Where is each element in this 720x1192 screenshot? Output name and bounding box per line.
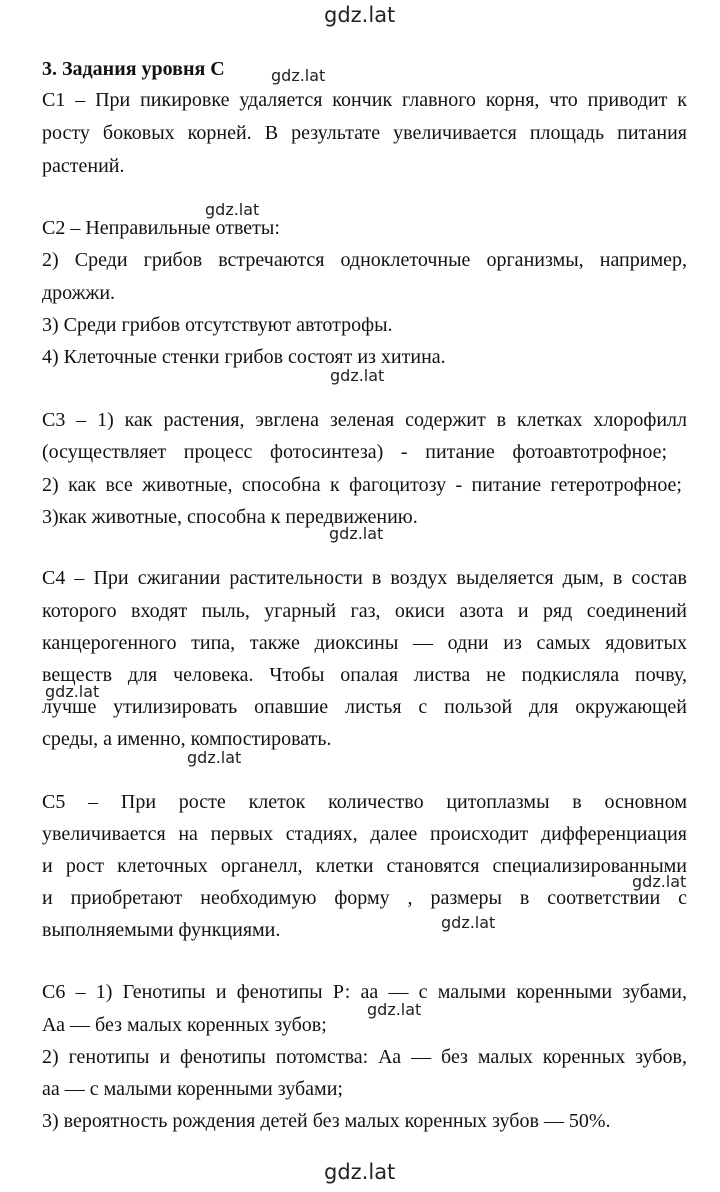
watermark: gdz.lat [330,366,385,385]
answer-c2-line: С2 – Неправильные ответы: [42,217,280,239]
answer-c6-line: 2) генотипы и фенотипы потомства: Аа — без малых коренных зубов, [42,1046,687,1068]
section-heading: 3. Задания уровня С [42,58,225,80]
answer-c3-line: (осуществляет процесс фотосинтеза) - питание фотоавтотрофное; [42,441,667,463]
watermark-top: gdz.lat [324,3,396,27]
answer-c3-line: 3)как животные, способна к передвижению. [42,506,418,528]
watermark: gdz.lat [45,682,100,701]
answer-c2-line: 3) Среди грибов отсутствуют автотрофы. [42,314,393,336]
answer-c3-line: 2) как все животные, способна к фагоцитозу - питание гетеротрофное; [42,474,682,496]
answer-c1-line: С1 – При пикировке удаляется кончик главного корня, что приводит к [42,89,687,111]
answer-c6-line: С6 – 1) Генотипы и фенотипы Р: аа — с малыми коренными зубами, [42,981,687,1003]
answer-c4-line: канцерогенного типа, также диоксины — одни из самых ядовитых [42,632,687,654]
watermark: gdz.lat [205,200,260,219]
answer-c4-line: среды, а именно, компостировать. [42,728,332,750]
watermark-bottom: gdz.lat [324,1160,396,1184]
watermark: gdz.lat [271,66,326,85]
answer-c5-line: и рост клеточных органелл, клетки становятся специализированными [42,855,687,877]
answer-c4-line: веществ для человека. Чтобы опалая листва не подкисляла почву, [42,664,687,686]
answer-c5-line: увеличивается на первых стадиях, далее происходит дифференциация [42,823,687,845]
answer-c4-line: которого входят пыль, угарный газ, окиси азота и ряд соединений [42,600,687,622]
answer-c5-line: С5 – При росте клеток количество цитоплазмы в основном [42,791,687,813]
answer-c4-line: лучше утилизировать опавшие листья с пользой для окружающей [42,696,687,718]
answer-c6-line: Аа — без малых коренных зубов; [42,1014,327,1036]
watermark: gdz.lat [187,748,242,767]
answer-c5-line: и приобретают необходимую форму , размеры в соответствии с [42,887,687,909]
watermark: gdz.lat [367,1000,422,1019]
watermark: gdz.lat [632,872,687,891]
answer-c6-line: 3) вероятность рождения детей без малых коренных зубов — 50%. [42,1110,611,1132]
answer-c4-line: С4 – При сжигании растительности в воздух выделяется дым, в состав [42,567,687,589]
answer-c5-line: выполняемыми функциями. [42,919,281,941]
answer-c1-line: росту боковых корней. В результате увеличивается площадь питания [42,122,687,144]
answer-c1-line: растений. [42,155,125,177]
answer-c2-line: 4) Клеточные стенки грибов состоят из хитина. [42,346,446,368]
answer-c3-line: С3 – 1) как растения, эвглена зеленая содержит в клетках хлорофилл [42,409,687,431]
answer-c2-line: 2) Среди грибов встречаются одноклеточные организмы, например, [42,249,687,271]
answer-c6-line: аа — с малыми коренными зубами; [42,1078,343,1100]
watermark: gdz.lat [329,524,384,543]
answer-c2-line: дрожжи. [42,282,116,304]
watermark: gdz.lat [441,913,496,932]
